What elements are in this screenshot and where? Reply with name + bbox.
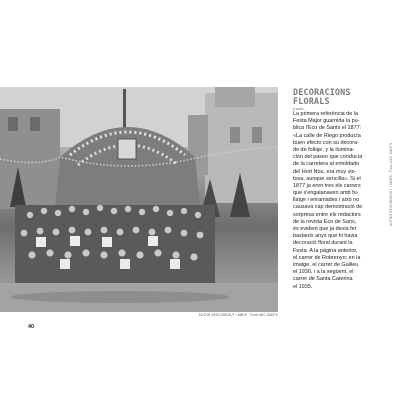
body-line: de la carretera al entoldado (293, 161, 360, 168)
body-line: llatge i enramades i això no (293, 197, 360, 204)
side-running-text: AUTOR DESCONEGUT / AMDS - Fons UEC-SANTS (389, 142, 393, 226)
body-line: blica l'Eco de Sants el 1877: (293, 125, 362, 132)
photo-caption: AUTOR DESCONEGUT / AMDS · Fons UEC-SANTS (198, 313, 278, 317)
page-number: 40 (28, 324, 34, 330)
body-line: La primera referència de la (293, 111, 358, 117)
body-line: Festa. A la pàgina anterior, (293, 247, 358, 254)
article-title (293, 88, 373, 105)
body-line: ción del paseo que conducía (293, 154, 363, 161)
article-title-line-2: FLORALS (293, 95, 330, 106)
article-title-line-1: DECORACIONS (293, 87, 351, 97)
body-line: decoració floral durant la (293, 240, 353, 247)
body-line: és evident que ja devia fer (293, 226, 357, 232)
body-line: de la revista Eco de Sans, (293, 218, 357, 225)
body-line: imatge, el carrer de Galileu (293, 261, 359, 268)
body-line: Festa Major guarnida la pu- (293, 118, 360, 125)
body-line: causava cap demostració de (293, 204, 363, 211)
body-line: del Hort Nou, era muy vis- (293, 168, 357, 175)
article-byline: A punto (293, 107, 304, 111)
photo-illustration (0, 87, 278, 312)
body-line: el 1935. (293, 283, 313, 290)
body-line: buen efecto con su decora- (293, 139, 359, 146)
body-line: «La calle de Riego producía (293, 132, 361, 139)
body-line: tosa, aunque sencilla». Si el (293, 175, 361, 182)
body-line: bastants anys que hi havia (293, 233, 358, 240)
body-line: el 1930, i a la següent, el (293, 269, 354, 276)
body-line: el carrer de Robrenyo; en la (293, 254, 361, 261)
article-body (293, 111, 375, 291)
historical-street-photo (0, 87, 278, 312)
body-line: carrer de Santa Caterina (293, 276, 353, 283)
body-line: do de follaje, y la ilumina- (293, 146, 355, 153)
body-line: que s'engalanaven amb fu- (293, 190, 359, 197)
body-line: 1877 ja eren tres els carrers (293, 182, 361, 189)
body-line: sorpresa entre els redactors (293, 211, 361, 218)
